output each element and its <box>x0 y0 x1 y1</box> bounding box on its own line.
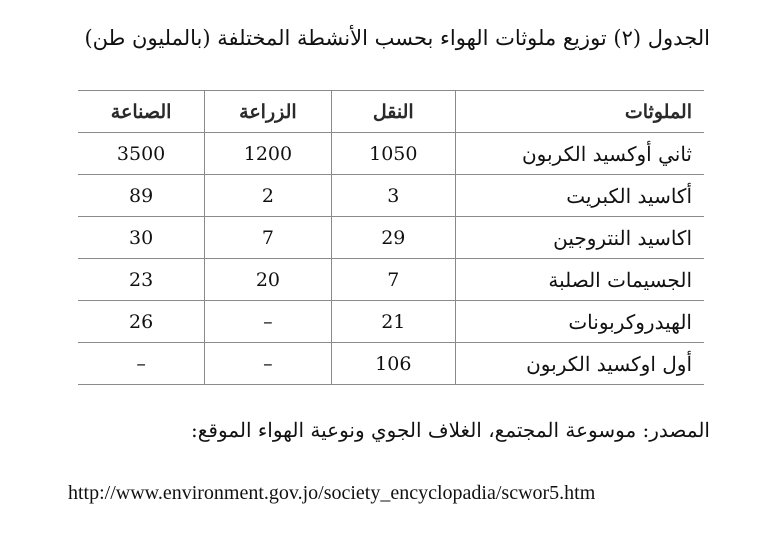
cell-agriculture: – <box>205 343 331 385</box>
cell-agriculture: 2 <box>205 175 331 217</box>
table-row <box>78 259 704 301</box>
cell-industry: 26 <box>78 301 205 343</box>
pollutants-table <box>78 90 704 385</box>
cell-industry: 89 <box>78 175 205 217</box>
cell-transport: 7 <box>331 259 455 301</box>
cell-transport: 1050 <box>331 133 455 175</box>
header-pollutant: الملوثات <box>455 91 704 133</box>
header-industry: الصناعة <box>78 91 205 133</box>
cell-agriculture: 7 <box>205 217 331 259</box>
cell-agriculture: 20 <box>205 259 331 301</box>
cell-pollutant: الجسيمات الصلبة <box>455 259 704 301</box>
cell-pollutant: أول اوكسيد الكربون <box>455 343 704 385</box>
cell-pollutant: اكاسيد النتروجين <box>455 217 704 259</box>
cell-pollutant: أكاسيد الكبريت <box>455 175 704 217</box>
cell-agriculture: 1200 <box>205 133 331 175</box>
cell-transport: 106 <box>331 343 455 385</box>
header-agriculture: الزراعة <box>205 91 331 133</box>
cell-pollutant: ثاني أوكسيد الكربون <box>455 133 704 175</box>
cell-industry: 30 <box>78 217 205 259</box>
table-header-row <box>78 91 704 133</box>
cell-industry: 23 <box>78 259 205 301</box>
source-note: المصدر: موسوعة المجتمع، الغلاف الجوي ونوعية الهواء الموقع: <box>191 418 710 442</box>
source-url: http://www.environment.gov.jo/society_encyclopadia/scwor5.htm <box>68 482 596 504</box>
header-transport: النقل <box>331 91 455 133</box>
cell-pollutant: الهيدروكربونات <box>455 301 704 343</box>
cell-agriculture: – <box>205 301 331 343</box>
table-caption: الجدول (٢) توزيع ملوثات الهواء بحسب الأنشطة المختلفة (بالمليون طن) <box>84 26 710 50</box>
cell-industry: 3500 <box>78 133 205 175</box>
pollutants-table-container <box>78 90 704 385</box>
table-row <box>78 133 704 175</box>
table-row <box>78 217 704 259</box>
table-row <box>78 175 704 217</box>
cell-industry: – <box>78 343 205 385</box>
cell-transport: 29 <box>331 217 455 259</box>
cell-transport: 3 <box>331 175 455 217</box>
table-row <box>78 301 704 343</box>
table-row <box>78 343 704 385</box>
cell-transport: 21 <box>331 301 455 343</box>
